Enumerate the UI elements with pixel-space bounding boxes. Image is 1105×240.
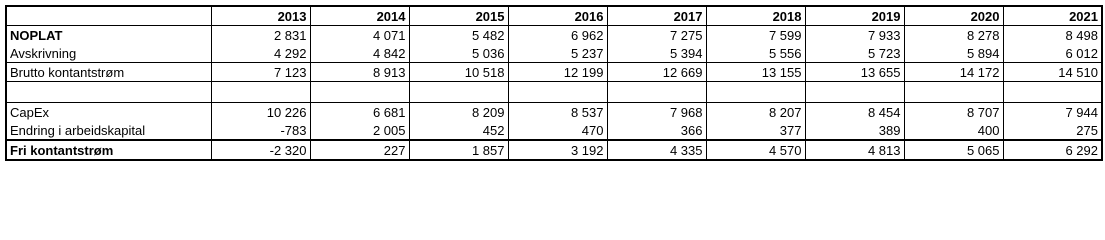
value-cell: 6 012 [1003, 44, 1102, 63]
value-cell: 8 537 [508, 103, 607, 122]
value-cell: 275 [1003, 121, 1102, 140]
value-cell: 4 570 [706, 140, 805, 160]
value-cell: 366 [607, 121, 706, 140]
value-cell: 7 944 [1003, 103, 1102, 122]
value-cell: 13 155 [706, 63, 805, 82]
table-row-capex [6, 103, 1102, 122]
row-label: Fri kontantstrøm [6, 140, 211, 160]
value-cell: 8 913 [310, 63, 409, 82]
value-cell: 6 292 [1003, 140, 1102, 160]
value-cell: 5 237 [508, 44, 607, 63]
year-header: 2016 [508, 6, 607, 26]
cash-flow-table [5, 5, 1103, 161]
spacer-cell [607, 82, 706, 103]
cash-flow-table-container [5, 5, 1101, 186]
spacer-cell [706, 82, 805, 103]
spacer-cell [409, 82, 508, 103]
table-row-noplat [6, 26, 1102, 45]
value-cell: 1 857 [409, 140, 508, 160]
value-cell: 7 599 [706, 26, 805, 45]
value-cell: 377 [706, 121, 805, 140]
value-cell: 5 556 [706, 44, 805, 63]
value-cell: 2 831 [211, 26, 310, 45]
spacer-cell [904, 82, 1003, 103]
year-header: 2018 [706, 6, 805, 26]
value-cell: 5 894 [904, 44, 1003, 63]
year-header: 2017 [607, 6, 706, 26]
value-cell: 4 292 [211, 44, 310, 63]
row-label: Brutto kontantstrøm [6, 63, 211, 82]
table-row-avskrivning [6, 44, 1102, 63]
row-label: Endring i arbeidskapital [6, 121, 211, 140]
value-cell: 470 [508, 121, 607, 140]
year-header: 2019 [805, 6, 904, 26]
row-label: Avskrivning [6, 44, 211, 63]
value-cell: 10 226 [211, 103, 310, 122]
value-cell: 4 071 [310, 26, 409, 45]
value-cell: 7 933 [805, 26, 904, 45]
value-cell: 8 278 [904, 26, 1003, 45]
value-cell: 5 065 [904, 140, 1003, 160]
value-cell: 5 394 [607, 44, 706, 63]
year-header: 2021 [1003, 6, 1102, 26]
spacer-cell [805, 82, 904, 103]
table-row-brutto-kontantstrom [6, 63, 1102, 82]
value-cell: 10 518 [409, 63, 508, 82]
spacer-cell [310, 82, 409, 103]
value-cell: 7 275 [607, 26, 706, 45]
header-row [6, 6, 1102, 26]
value-cell: 6 681 [310, 103, 409, 122]
value-cell: 13 655 [805, 63, 904, 82]
year-header: 2014 [310, 6, 409, 26]
value-cell: 5 036 [409, 44, 508, 63]
value-cell: 14 510 [1003, 63, 1102, 82]
row-label: CapEx [6, 103, 211, 122]
value-cell: 7 968 [607, 103, 706, 122]
value-cell: 5 723 [805, 44, 904, 63]
year-header: 2020 [904, 6, 1003, 26]
spacer-cell [1003, 82, 1102, 103]
value-cell: 12 669 [607, 63, 706, 82]
spacer-cell [211, 82, 310, 103]
value-cell: 389 [805, 121, 904, 140]
value-cell: 14 172 [904, 63, 1003, 82]
row-label: NOPLAT [6, 26, 211, 45]
spacer-row [6, 82, 1102, 103]
year-header: 2013 [211, 6, 310, 26]
spacer-cell [508, 82, 607, 103]
value-cell: 6 962 [508, 26, 607, 45]
value-cell: 227 [310, 140, 409, 160]
value-cell: 400 [904, 121, 1003, 140]
table-row-fri-kontantstrom [6, 140, 1102, 160]
value-cell: 8 707 [904, 103, 1003, 122]
value-cell: 8 498 [1003, 26, 1102, 45]
value-cell: 8 209 [409, 103, 508, 122]
value-cell: 7 123 [211, 63, 310, 82]
value-cell: -783 [211, 121, 310, 140]
year-header: 2015 [409, 6, 508, 26]
table-row-endring-arbeidskapital [6, 121, 1102, 140]
value-cell: 8 454 [805, 103, 904, 122]
header-corner-cell [6, 6, 211, 26]
value-cell: -2 320 [211, 140, 310, 160]
value-cell: 8 207 [706, 103, 805, 122]
value-cell: 4 335 [607, 140, 706, 160]
value-cell: 5 482 [409, 26, 508, 45]
value-cell: 12 199 [508, 63, 607, 82]
spacer-cell [6, 82, 211, 103]
value-cell: 4 842 [310, 44, 409, 63]
value-cell: 2 005 [310, 121, 409, 140]
value-cell: 452 [409, 121, 508, 140]
value-cell: 3 192 [508, 140, 607, 160]
value-cell: 4 813 [805, 140, 904, 160]
